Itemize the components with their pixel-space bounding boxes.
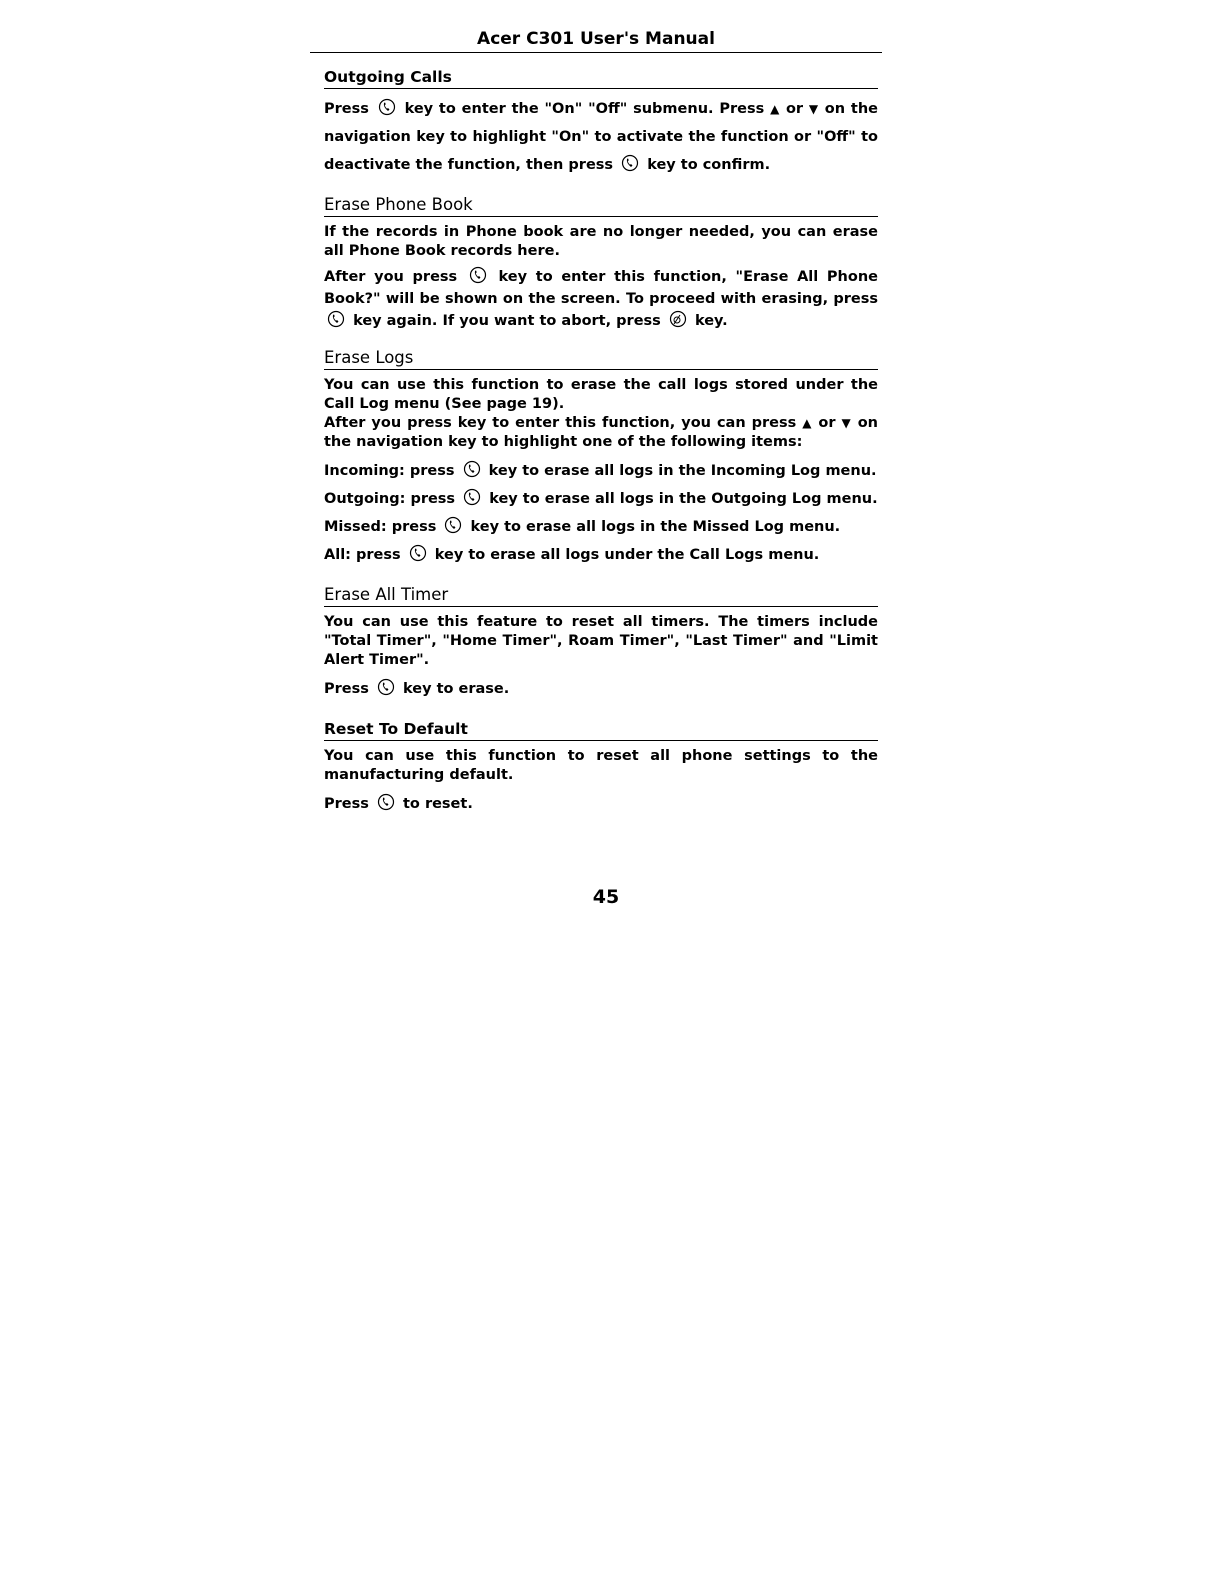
text: to reset.: [403, 796, 473, 812]
paragraph: You can use this feature to reset all timers. The timers include "Total Timer", "Home Timer", Roam Timer", "Last Timer" and "Limit Alert Timer".: [324, 614, 878, 668]
section-erase-phone-book: [324, 195, 878, 332]
section-erase-all-timer: [324, 585, 878, 703]
down-arrow-icon: ▼: [841, 416, 852, 430]
paragraph: [324, 414, 878, 452]
section-title: Reset To Default: [324, 719, 878, 741]
text: key again. If you want to abort, press: [353, 313, 661, 329]
send-key-icon: [378, 98, 396, 116]
send-key-icon: [409, 544, 427, 562]
send-key-icon: [327, 310, 345, 328]
paragraph: If the records in Phone book are no longer needed, you can erase all Phone Book records here.: [324, 224, 878, 259]
page-number: 45: [592, 886, 620, 908]
text: key.: [694, 313, 728, 329]
text: on the navigation key to highlight one of the following items:: [324, 415, 878, 450]
section-erase-logs: [324, 348, 878, 569]
send-key-icon: [463, 488, 481, 506]
text: Press: [324, 681, 369, 697]
section-title: Erase All Timer: [324, 585, 878, 607]
send-key-icon: [469, 266, 487, 284]
text: After you press key to enter this function, you can press: [324, 415, 797, 431]
text: key to enter this function, "Erase All Phone Book?" will be shown on the screen. To proceed with erasing, press: [324, 269, 878, 307]
text: After you press: [324, 269, 458, 285]
paragraph: [324, 675, 878, 703]
text: key to confirm.: [647, 157, 771, 173]
paragraph: You can use this function to reset all phone settings to the manufacturing default.: [324, 748, 878, 783]
paragraph: [324, 790, 878, 818]
section-title: Erase Logs: [324, 348, 878, 370]
section-reset-to-default: [324, 719, 878, 818]
section-outgoing-calls: [324, 67, 878, 179]
up-arrow-icon: ▲: [802, 416, 813, 430]
text: key to enter the "On" "Off" submenu. Press: [404, 101, 765, 117]
text: Press: [324, 796, 369, 812]
text: or: [785, 101, 804, 117]
text: or: [818, 415, 836, 431]
send-key-icon: [444, 516, 462, 534]
list-item: Outgoing: press key to erase all logs in the Outgoing Log menu.: [324, 485, 878, 513]
text: key to erase.: [403, 681, 510, 697]
end-key-icon: [669, 310, 687, 328]
paragraph: [324, 95, 878, 179]
up-arrow-icon: ▲: [770, 102, 781, 116]
section-title: Outgoing Calls: [324, 67, 878, 89]
paragraph: You can use this function to erase the call logs stored under the Call Log menu (See page 19).: [324, 377, 878, 412]
list-item: Missed: press key to erase all logs in the Missed Log menu.: [324, 513, 878, 541]
down-arrow-icon: ▼: [808, 102, 819, 116]
list-item: All: press key to erase all logs under the Call Logs menu.: [324, 541, 878, 569]
manual-page: [310, 28, 882, 823]
send-key-icon: [621, 154, 639, 172]
list-item: Incoming: press key to erase all logs in the Incoming Log menu.: [324, 457, 878, 485]
text: on the navigation key to highlight "On" to activate the function or "Off" to deactivate the function, then press: [324, 101, 878, 173]
send-key-icon: [463, 460, 481, 478]
send-key-icon: [377, 678, 395, 696]
text: Press: [324, 101, 369, 117]
document-title: Acer C301 User's Manual: [310, 28, 882, 53]
paragraph: [324, 266, 878, 332]
section-title: Erase Phone Book: [324, 195, 878, 217]
send-key-icon: [377, 793, 395, 811]
